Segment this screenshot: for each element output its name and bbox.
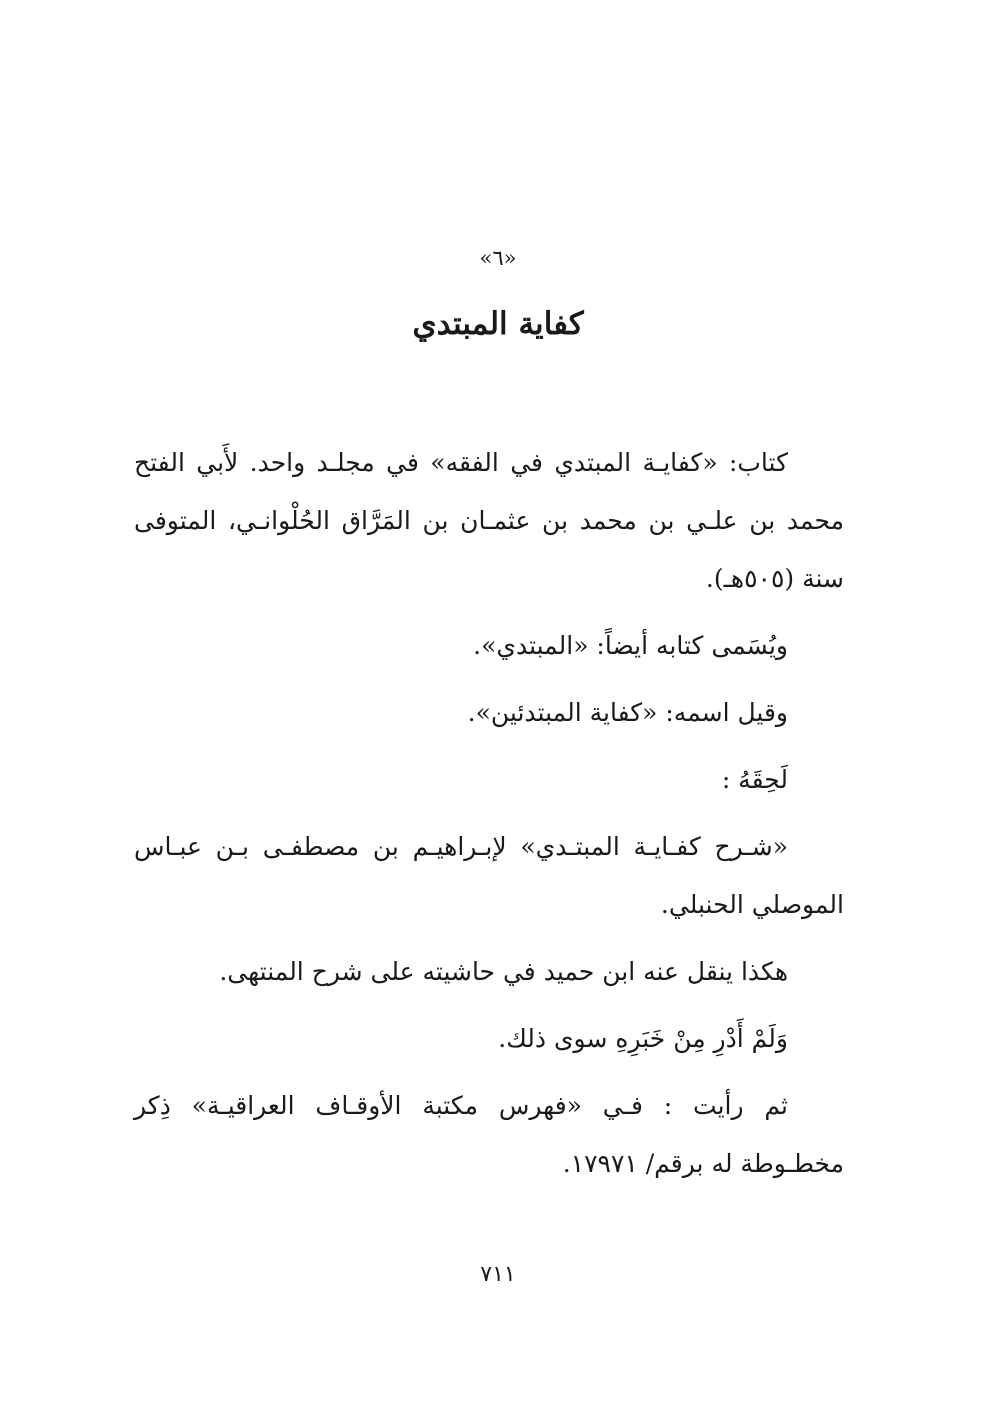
- section-number: «٦»: [479, 246, 517, 270]
- paragraph-other-name: وقيل اسمه: «كفاية المبتدئين».: [467, 698, 788, 727]
- page-number: ٧١١: [480, 1262, 516, 1287]
- paragraph-manuscript-note: ثم رأيت : فـي «فهرس مكتبة الأوقـاف العراقيـة» ذِكر مخطـوطة له برقم/ ١٧٩٧١.: [134, 1091, 844, 1178]
- paragraph-commentary: «شـرح كفـايـة المبتـدي» لإبـراهيـم بن مصطفـى بـن عبـاس الموصلي الحنبلي.: [134, 832, 844, 919]
- body-text: [134, 434, 844, 1202]
- paragraph-appendix-heading: لَحِقَهُ :: [721, 765, 788, 794]
- paragraph-alternate-name: ويُسَمى كتابه أيضاً: «المبتدي».: [473, 631, 788, 660]
- paragraph-book-description: كتاب: «كفايـة المبتدي في الفقه» في مجلـد واحد. لأَبي الفتح محمد بن علـي بن محمد بن عثمـان بن المَرَّاق الحُلْوانـي، المتوفى سنة (٥٠٥هـ).: [134, 448, 844, 593]
- paragraph-no-further-info: وَلَمْ أَدْرِ مِنْ خَبَرِهِ سوى ذلك.: [498, 1024, 788, 1053]
- paragraph-source-note: هكذا ينقل عنه ابن حميد في حاشيته على شرح المنتهى.: [219, 957, 788, 986]
- chapter-title: كفاية المبتدي: [412, 306, 584, 342]
